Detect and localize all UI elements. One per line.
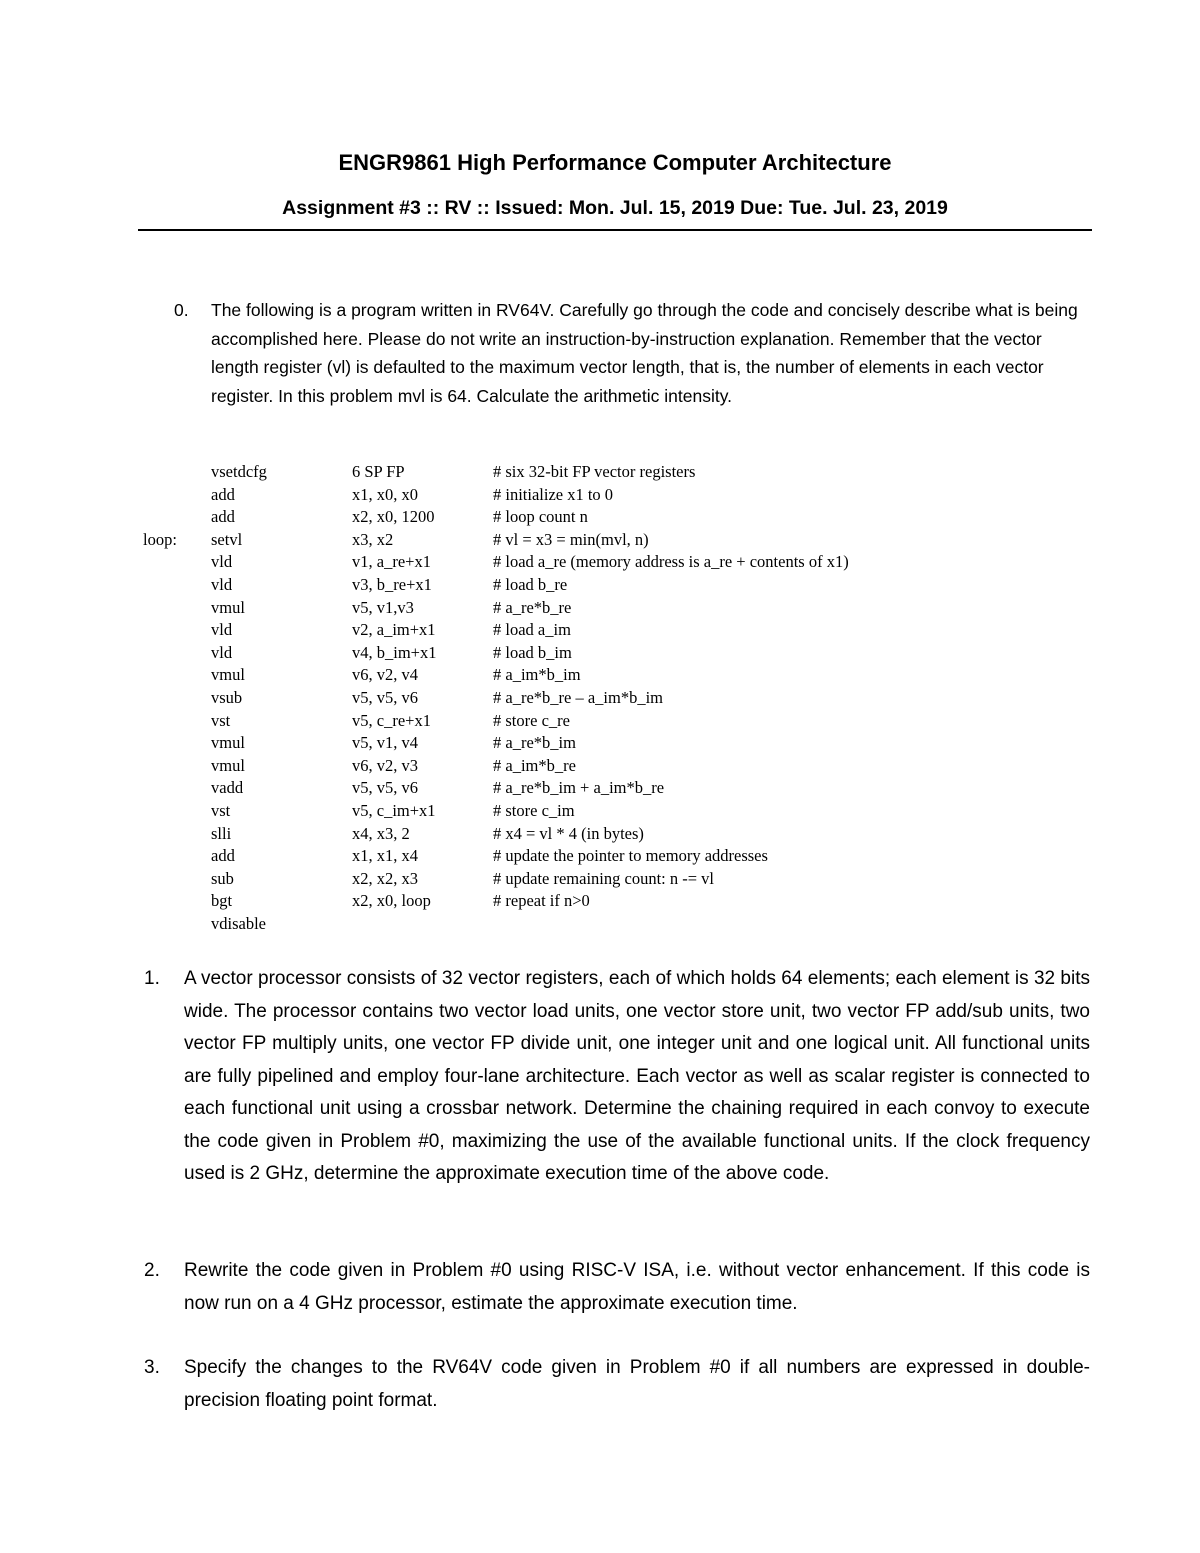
code-comment: # a_re*b_re (493, 597, 572, 617)
code-opcode: vld (211, 620, 233, 640)
code-line (0, 824, 1200, 846)
problem-number: 2. (144, 1260, 160, 1281)
code-opcode: setvl (211, 529, 243, 549)
code-opcode: add (211, 484, 235, 504)
header-divider (138, 229, 1092, 231)
code-comment: # initialize x1 to 0 (493, 484, 614, 504)
code-line (0, 914, 1200, 936)
code-line (0, 665, 1200, 687)
code-operands: v5, c_re+x1 (352, 710, 431, 730)
code-opcode: vdisable (211, 914, 266, 933)
code-operands: v5, c_im+x1 (352, 801, 436, 820)
code-comment: # store c_re (493, 710, 570, 730)
code-line (0, 688, 1200, 710)
code-comment: # load a_re (memory address is a_re + contents of x1) (493, 552, 849, 572)
code-line (0, 643, 1200, 665)
code-comment: # repeat if n>0 (493, 891, 590, 911)
code-line (0, 575, 1200, 597)
code-comment: # update the pointer to memory addresses (493, 846, 768, 866)
code-comment: # load a_im (493, 620, 571, 640)
code-operands: v5, v1,v3 (352, 597, 414, 617)
code-comment: # a_im*b_im (493, 665, 581, 685)
code-opcode: vmul (211, 733, 245, 753)
code-opcode: vst (211, 801, 231, 820)
code-operands: v5, v5, v6 (352, 688, 418, 707)
code-line (0, 552, 1200, 574)
code-line (0, 891, 1200, 913)
code-comment: # a_im*b_re (493, 755, 576, 775)
code-operands: x2, x0, 1200 (352, 507, 435, 527)
problem-text: The following is a program written in RV64V. Carefully go through the code and concisely describe what is being accomplished here. Please do not write an instruction-by-instruction explanation. Remember that the vector length register (vl) is defaulted to the maximum vector length, that is, the number of elements in each vector register. In this problem mvl is 64. Calculate the arithmetic intensity. (211, 300, 1078, 406)
problem-number: 0. (174, 300, 189, 320)
assignment-subtitle: Assignment #3 :: RV :: Issued: Mon. Jul. 15, 2019 Due: Tue. Jul. 23, 2019 (282, 197, 948, 219)
code-operands: v6, v2, v3 (352, 755, 418, 775)
code-line (0, 711, 1200, 733)
code-line (0, 733, 1200, 755)
code-operands: v2, a_im+x1 (352, 620, 436, 640)
code-operands: v4, b_im+x1 (352, 642, 437, 662)
code-comment: # six 32-bit FP vector registers (493, 462, 696, 481)
code-operands: v5, v5, v6 (352, 778, 418, 798)
code-opcode: vst (211, 710, 231, 730)
code-opcode: vmul (211, 665, 245, 685)
code-operands: v6, v2, v4 (352, 665, 418, 685)
code-comment: # vl = x3 = min(mvl, n) (493, 529, 649, 549)
code-line (0, 801, 1200, 823)
problem-text: Specify the changes to the RV64V code given in Problem #0 if all numbers are expressed in double-precision floating point format. (184, 1357, 1090, 1411)
code-opcode: slli (211, 823, 232, 843)
code-opcode: vld (211, 642, 233, 662)
code-operands: v5, v1, v4 (352, 733, 418, 753)
code-line (0, 598, 1200, 620)
code-opcode: vadd (211, 778, 244, 798)
code-line (0, 778, 1200, 800)
code-operands: x1, x1, x4 (352, 846, 418, 866)
code-opcode: vsetdcfg (211, 462, 267, 481)
code-operands: x4, x3, 2 (352, 823, 410, 843)
code-opcode: add (211, 846, 235, 866)
code-opcode: vld (211, 552, 233, 572)
code-comment: # a_re*b_re – a_im*b_im (493, 688, 663, 707)
code-opcode: bgt (211, 891, 233, 911)
code-operands: 6 SP FP (352, 462, 405, 481)
page-title: ENGR9861 High Performance Computer Architecture (338, 150, 892, 175)
code-opcode: sub (211, 868, 234, 888)
code-operands: x3, x2 (352, 529, 394, 549)
code-opcode: vld (211, 575, 233, 594)
code-line (0, 462, 1200, 484)
problem-number: 3. (144, 1357, 160, 1378)
code-label: loop: (143, 529, 177, 549)
code-operands: x1, x0, x0 (352, 484, 418, 504)
code-line (0, 756, 1200, 778)
problem-text: A vector processor consists of 32 vector registers, each of which holds 64 elements; each element is 32 bits wide. The processor contains two vector load units, one vector store unit, two vector FP add/sub units, two vector FP multiply units, one vector FP divide unit, one integer unit and one logical unit. All functional units are fully pipelined and employ four-lane architecture. Each vector as well as scalar register is connected to each functional unit using a crossbar network. Determine the chaining required in each convoy to execute the code given in Problem #0, maximizing the use of the available functional units. If the clock frequency used is 2 GHz, determine the approximate execution time of the above code. (184, 968, 1090, 1184)
code-comment: # a_re*b_im + a_im*b_re (493, 778, 665, 798)
code-operands: v1, a_re+x1 (352, 552, 431, 572)
code-comment: # store c_im (493, 801, 575, 820)
problem-text: Rewrite the code given in Problem #0 using RISC-V ISA, i.e. without vector enhancement. If this code is now run on a 4 GHz processor, estimate the approximate execution time. (184, 1260, 1090, 1314)
code-line (0, 846, 1200, 868)
code-line (0, 869, 1200, 891)
code-comment: # load b_re (493, 575, 568, 594)
code-comment: # x4 = vl * 4 (in bytes) (493, 823, 644, 843)
code-opcode: vmul (211, 597, 245, 617)
code-comment: # load b_im (493, 642, 572, 662)
code-line (0, 530, 1200, 552)
code-operands: v3, b_re+x1 (352, 575, 432, 594)
code-operands: x2, x2, x3 (352, 868, 418, 888)
code-comment: # update remaining count: n -= vl (493, 868, 715, 888)
code-line (0, 620, 1200, 642)
problem-number: 1. (144, 968, 160, 989)
code-opcode: vsub (211, 688, 243, 707)
code-line (0, 507, 1200, 529)
code-operands: x2, x0, loop (352, 891, 431, 911)
code-comment: # loop count n (493, 507, 588, 527)
code-opcode: add (211, 507, 235, 527)
code-line (0, 485, 1200, 507)
code-opcode: vmul (211, 755, 245, 775)
code-comment: # a_re*b_im (493, 733, 576, 753)
